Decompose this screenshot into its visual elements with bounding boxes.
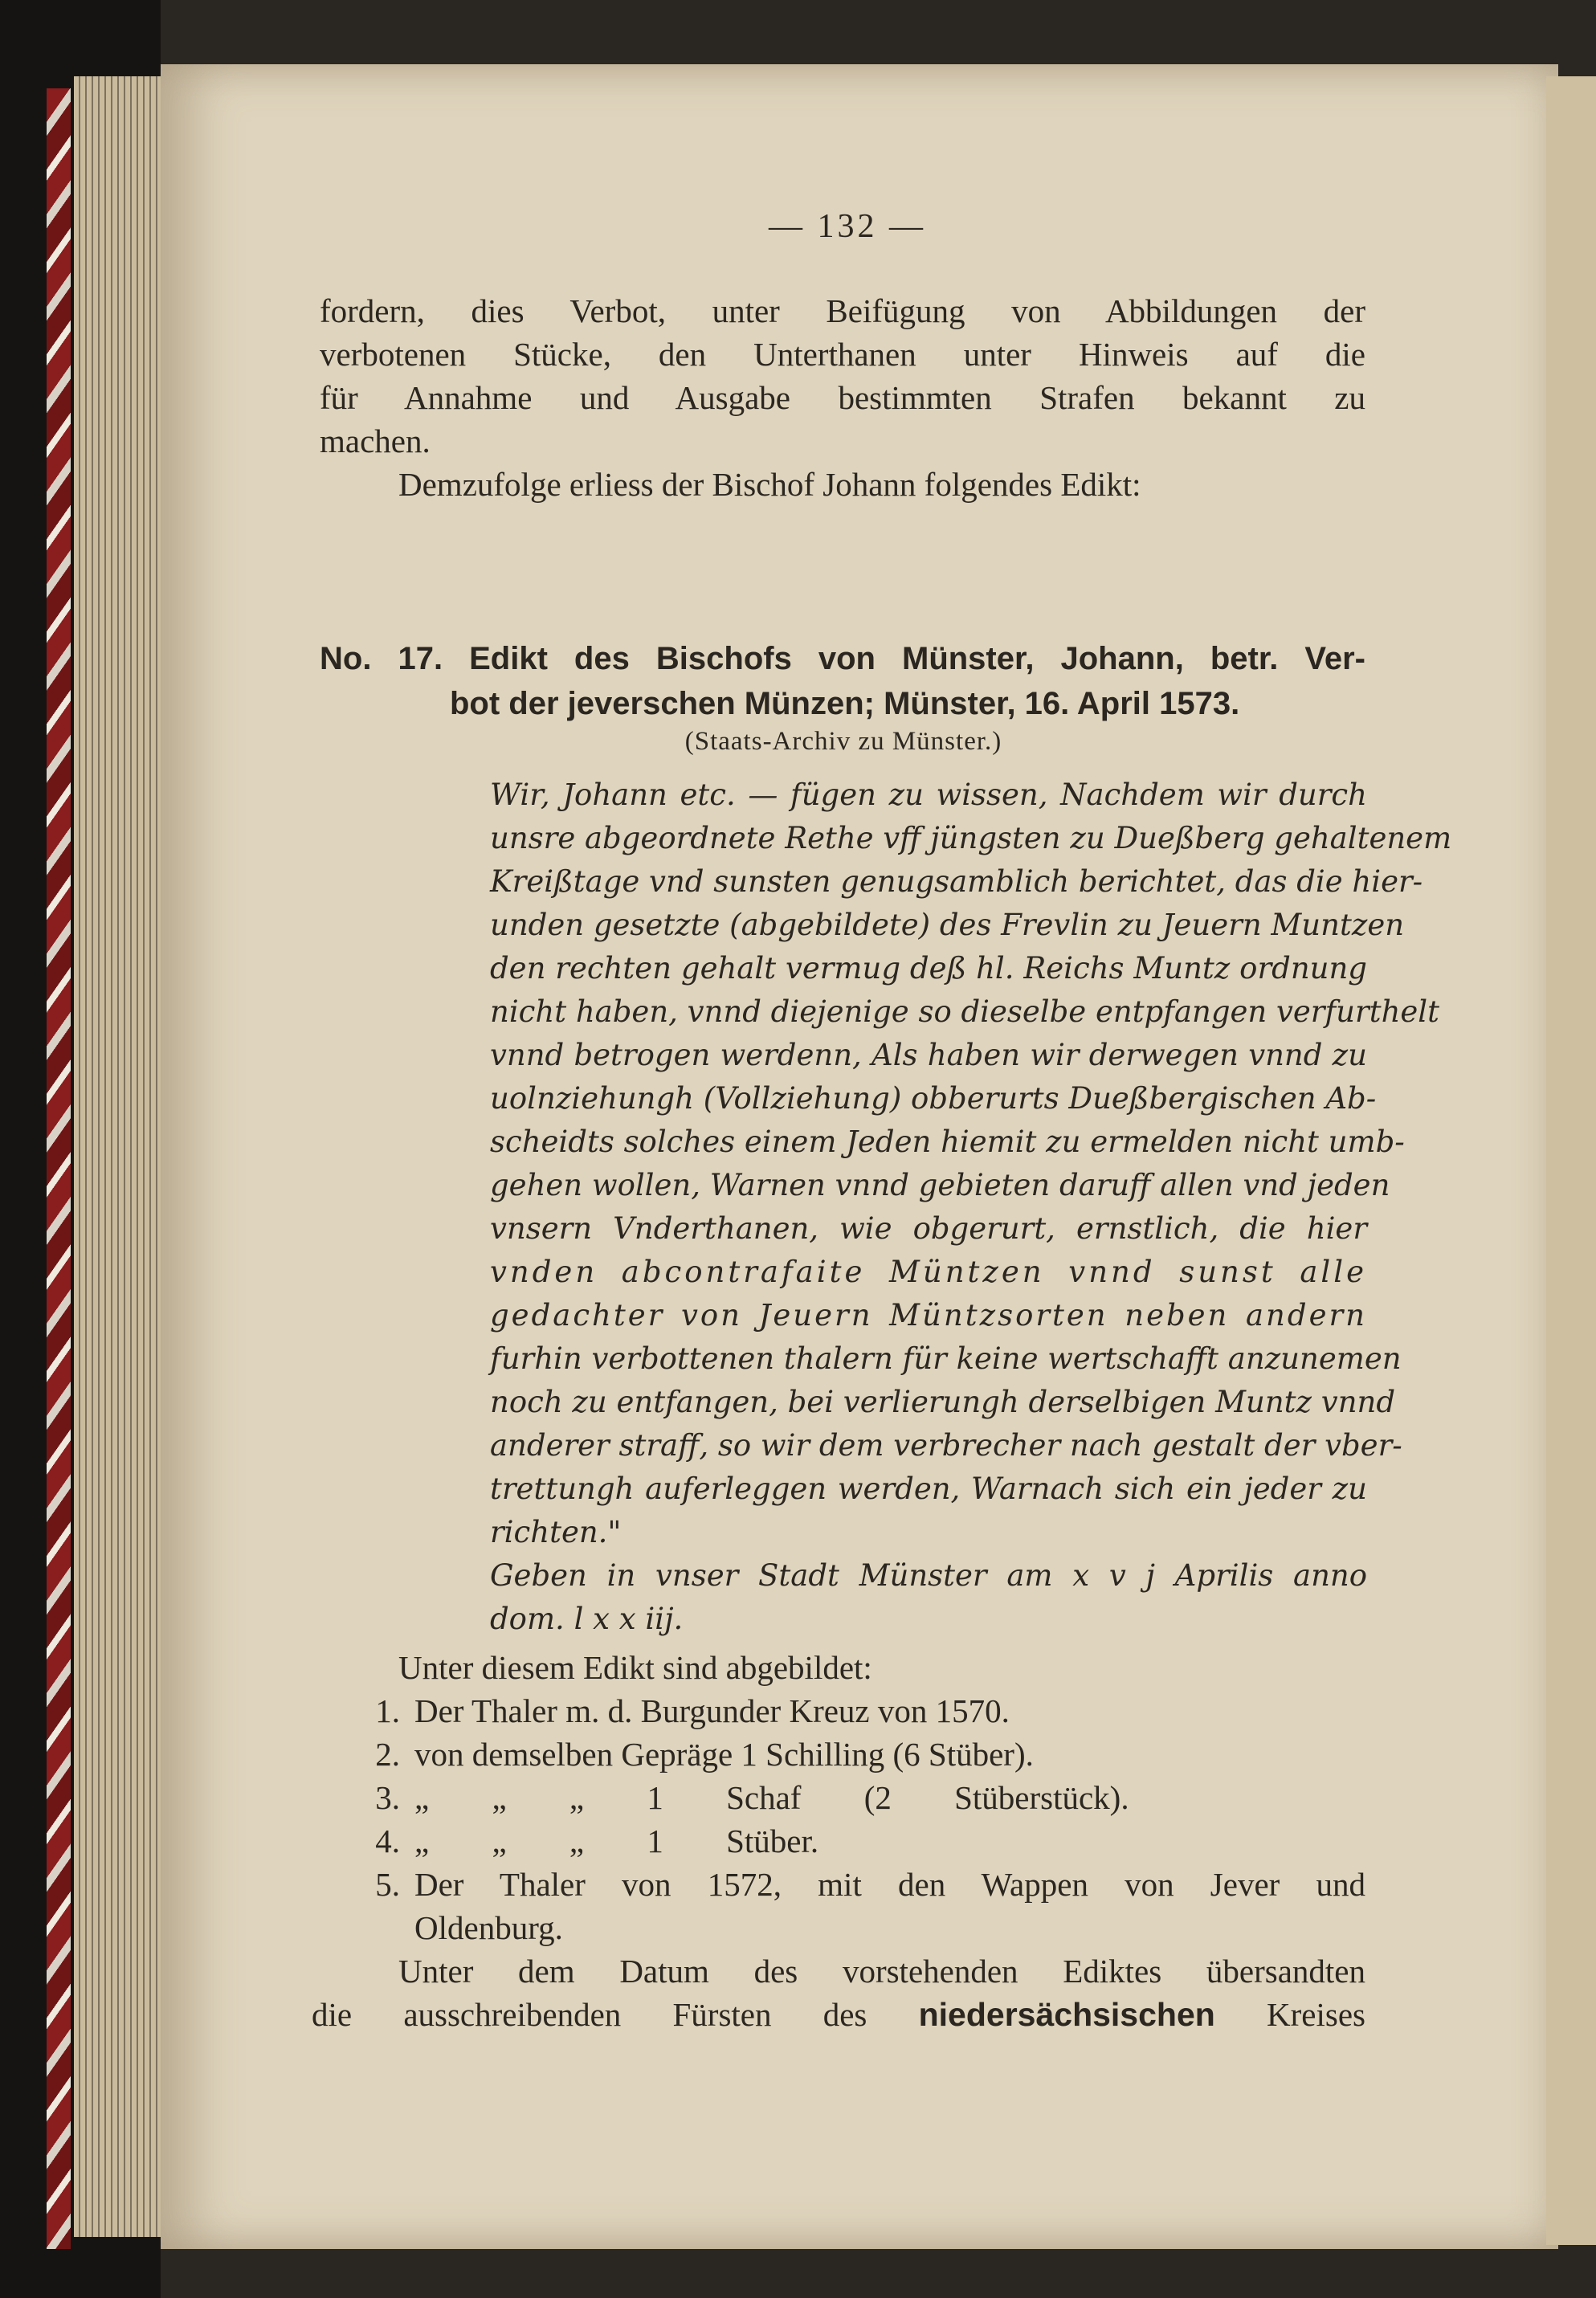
list-item (337, 1863, 1365, 1906)
item-number: 5. (375, 1866, 400, 1903)
list-intro (320, 1646, 1365, 1689)
item-number: 2. (375, 1736, 400, 1773)
edict-line: gehen wollen, Warnen vnnd gebieten daruff allen vnd jeden (490, 1168, 1390, 1202)
edict-text (490, 773, 1452, 1641)
item-text: „ „ „ 1 Stüber. (414, 1822, 819, 1859)
text-line: Unter dem Datum des vorstehenden Ediktes übersandten (398, 1953, 1365, 1990)
edict-heading (320, 636, 1365, 726)
list-item (337, 1906, 1365, 1949)
intro-paragraph (320, 289, 1365, 506)
bold-term: niedersächsischen (918, 1996, 1215, 2033)
text-line: fordern, dies Verbot, unter Beifügung von Abbildungen der (320, 292, 1365, 329)
edict-line: noch zu entfangen, bei verlierungh derselbigen Muntz vnnd (490, 1385, 1396, 1419)
text-line: verbotenen Stücke, den Unterthanen unter Hinweis auf die (320, 336, 1365, 373)
text-line (312, 1993, 1365, 2036)
edict-line: dom. l x x iij. (490, 1602, 684, 1636)
edict-line: nicht haben, vnnd diejenige so dieselbe entpfangen verfurthelt (490, 994, 1439, 1029)
page-edges (74, 76, 162, 2237)
page-number: — 132 — (769, 208, 926, 245)
heading-line: bot der jeverschen Münzen; Münster, 16. April 1573. (450, 686, 1240, 721)
text-line: machen. (320, 422, 431, 459)
edict-line: trettungh auferleggen werden, Warnach sich ein jeder zu (490, 1471, 1367, 1506)
text-span: Kreises (1267, 1996, 1366, 2033)
marbled-edge (47, 88, 71, 2249)
closing-paragraph (312, 1949, 1366, 2036)
item-text: Oldenburg. (414, 1909, 563, 1946)
item-text: Der Thaler von 1572, mit den Wappen von Jever und (414, 1866, 1365, 1903)
list-item (337, 1776, 1365, 1819)
list-item (337, 1689, 1365, 1733)
page-right-edge (1546, 76, 1596, 2245)
item-number: 4. (375, 1822, 400, 1859)
text-line: für Annahme und Ausgabe bestimmten Strafen bekannt zu (320, 379, 1365, 416)
edict-line: Wir, Johann etc. — fügen zu wissen, Nachdem wir durch (490, 778, 1367, 812)
list-item (337, 1819, 1365, 1863)
list-item (337, 1733, 1365, 1776)
edict-line: anderer straff, so wir dem verbrecher nach gestalt der vber- (490, 1428, 1402, 1463)
source-note: (Staats-Archiv zu Münster.) (684, 727, 1002, 756)
item-number: 3. (375, 1779, 400, 1816)
item-text: „ „ „ 1 Schaf (2 Stüberstück). (414, 1779, 1129, 1816)
edict-line: den rechten gehalt vermug deß hl. Reichs Muntz ordnung (490, 951, 1367, 986)
text-span: die ausschreibenden Fürsten des (312, 1996, 867, 2033)
edict-line: unsre abgeordnete Rethe vff jüngsten zu Dueßberg gehaltenem (490, 821, 1452, 855)
edict-line: furhin verbottenen thalern für keine wertschafft anzunemen (490, 1341, 1402, 1376)
edict-line: unden gesetzte (abgebildete) des Frevlin zu Jeuern Muntzen (490, 908, 1405, 942)
edict-line: vnnd betrogen werdenn, Als haben wir derwegen vnnd zu (490, 1038, 1367, 1072)
edict-line: richten." (490, 1515, 622, 1549)
text-line: Unter diesem Edikt sind abgebildet: (398, 1649, 872, 1686)
edict-line: vnden abcontrafaite Müntzen vnnd sunst alle (490, 1255, 1367, 1289)
edict-line: Kreißtage vnd sunsten genugsamblich berichtet, das die hier- (490, 864, 1423, 899)
edict-line: Geben in vnser Stadt Münster am x v j Aprilis anno (490, 1558, 1367, 1593)
edict-line: scheidts solches einem Jeden hiemit zu ermelden nicht umb- (490, 1125, 1405, 1159)
item-text: von demselben Gepräge 1 Schilling (6 Stüber). (414, 1736, 1034, 1773)
edict-line: vnsern Vnderthanen, wie obgerurt, ernstlich, die hier (490, 1211, 1367, 1246)
text-line: Demzufolge erliess der Bischof Johann folgendes Edikt: (398, 466, 1141, 503)
edict-line: gedachter von Jeuern Müntzsorten neben andern (490, 1298, 1367, 1333)
edict-line: uolnziehungh (Vollziehung) obberurts Dueßbergischen Ab- (490, 1081, 1377, 1116)
coin-list (337, 1689, 1365, 1949)
heading-line: No. 17. Edikt des Bischofs von Münster, Johann, betr. Ver- (320, 641, 1365, 676)
item-number: 1. (375, 1692, 400, 1729)
item-number (337, 1906, 414, 1949)
item-text: Der Thaler m. d. Burgunder Kreuz von 1570. (414, 1692, 1010, 1729)
